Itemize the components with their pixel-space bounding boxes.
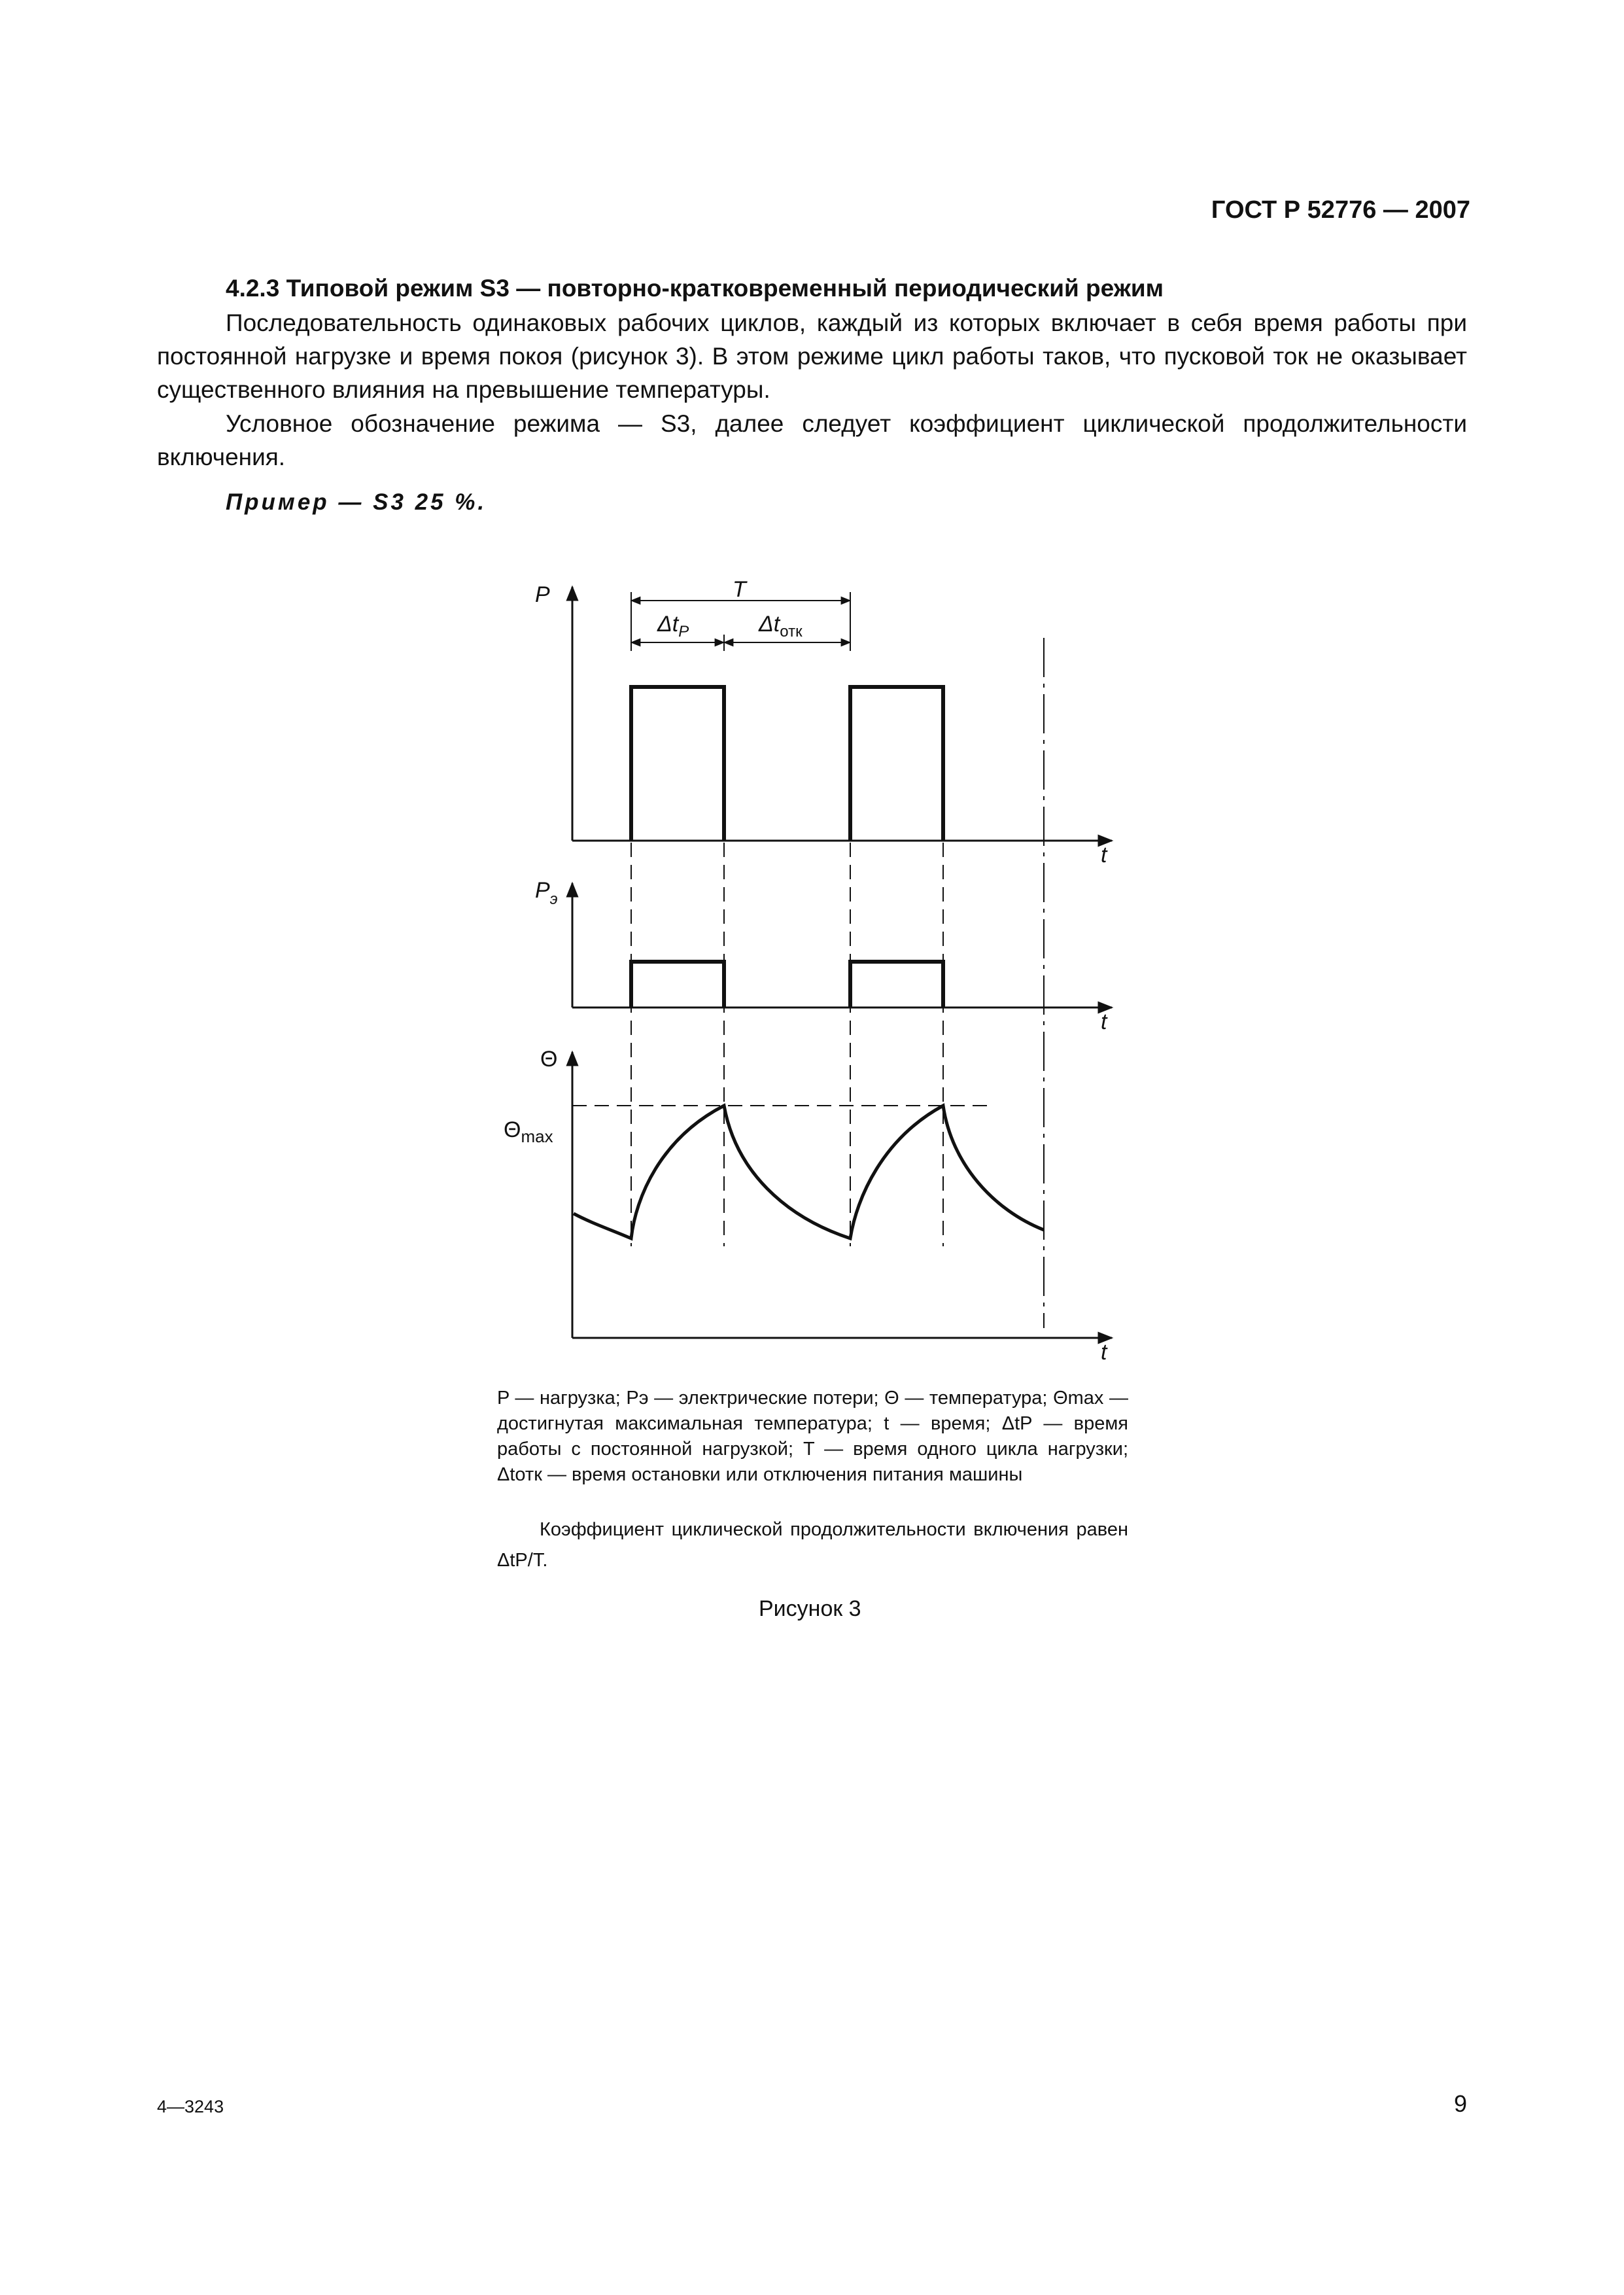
dtotk-label: Δt [759, 612, 780, 637]
load-pulse-2 [850, 687, 943, 841]
theta-axis-label: Θ [540, 1047, 558, 1072]
standard-header: ГОСТ Р 52776 — 2007 [1211, 196, 1470, 224]
load-pulse-1 [631, 687, 724, 841]
loss-pulse-2 [850, 962, 943, 1007]
svg-text:Pэ [535, 878, 558, 908]
period-label: T [733, 577, 746, 602]
example-line: Пример — S3 25 %. [226, 489, 487, 515]
temperature-curve [574, 1106, 1044, 1238]
paragraph-2: Условное обозначение режима — S3, далее следует коэффициент циклической продолжительности включения. [157, 410, 1467, 470]
print-code: 4—3243 [157, 2097, 224, 2116]
pe-axis-subscript: э [549, 890, 558, 908]
theta-max-subscript: max [521, 1127, 553, 1146]
page-number: 9 [1453, 2090, 1467, 2117]
time-label: t [1101, 843, 1107, 867]
time-label: t [1101, 1340, 1107, 1365]
pe-axis-label: P [535, 878, 550, 903]
svg-text:ΔtP [657, 612, 689, 640]
loss-pulse-1 [631, 962, 724, 1007]
theta-max-label: Θ [504, 1117, 521, 1142]
time-label: t [1101, 1009, 1107, 1034]
dtp-subscript: P [678, 623, 689, 640]
svg-text:Δtотк [758, 612, 803, 640]
figure-legend: P — нагрузка; Pэ — электрические потери; Θ — температура; Θmax — достигнутая максимальная температура; t — время; ΔtP — время работы с постоянной нагрузкой; T — время одного цикла нагрузки; Δtотк — время остановки или отключения питания машины [497, 1388, 1128, 1485]
paragraph-1: Последовательность одинаковых рабочих циклов, каждый из которых включает в себя время работы при постоянной нагрузке и время покоя (рисунок 3). В этом режиме цикл работы таков, что пусковой ток не оказывает существенного влияния на превышение температуры. [157, 309, 1467, 403]
dtotk-subscript: отк [780, 623, 803, 640]
svg-text:Θmax [504, 1117, 553, 1146]
section-title: 4.2.3 Типовой режим S3 — повторно-кратковременный периодический режим [226, 275, 1164, 302]
coefficient-note: Коэффициент циклической продолжительности включения равен ΔtP/T. [497, 1519, 1128, 1571]
figure-caption: Рисунок 3 [759, 1596, 861, 1621]
p-axis-label: P [535, 582, 550, 607]
dtp-label: Δt [657, 612, 679, 637]
